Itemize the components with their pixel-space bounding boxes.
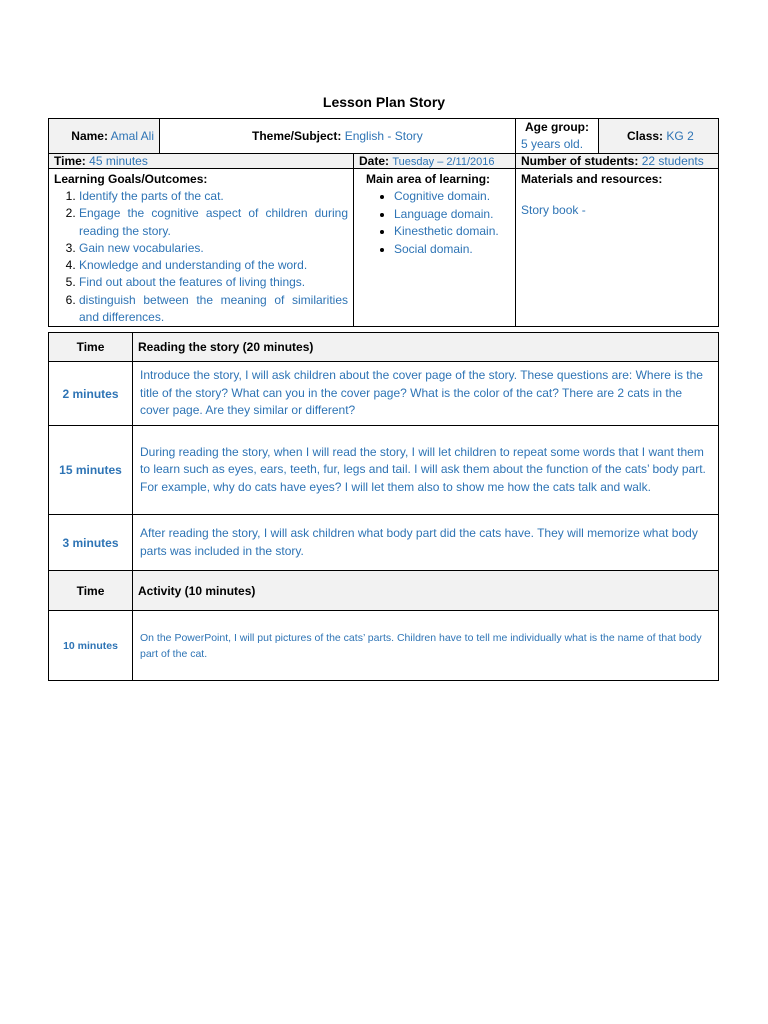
- materials-value: Story book -: [521, 203, 586, 217]
- learning-goals-list: [54, 188, 348, 326]
- goal-item: 1. Identify the parts of the cat.: [79, 188, 348, 205]
- row-time: 2 minutes: [49, 362, 133, 426]
- learning-goals-cell: [49, 169, 354, 327]
- students-value: 22 students: [641, 154, 704, 168]
- learning-goals-label: Learning Goals/Outcomes:: [54, 172, 208, 186]
- row-description: After reading the story, I will ask children what body part did the cats have. They will memorize what body parts was included in the story.: [133, 515, 719, 571]
- name-label: Name:: [71, 129, 108, 143]
- goal-item: 3. Gain new vocabularies.: [79, 240, 348, 257]
- main-area-label: Main area of learning:: [366, 172, 491, 186]
- main-area-list: [366, 188, 510, 258]
- goal-item: 5. Find out about the features of living things.: [79, 274, 348, 291]
- area-item: • Kinesthetic domain.: [394, 223, 510, 241]
- age-group-value: 5 years old.: [521, 137, 584, 151]
- main-area-cell: [354, 169, 516, 327]
- students-cell: [516, 154, 719, 169]
- age-group-label: Age group:: [525, 120, 590, 134]
- theme-value: English - Story: [344, 129, 423, 143]
- materials-label: Materials and resources:: [521, 172, 663, 186]
- row-description: During reading the story, when I will read the story, I will let children to repeat some words that I want them to learn such as eyes, ears, teeth, fur, legs and tail. I will ask them about the function of the cats’ body part. For example, why do cats have eyes? I will let them also to show me how the cats talk and walk.: [133, 426, 719, 515]
- class-cell: [599, 119, 719, 154]
- time-cell: [49, 154, 354, 169]
- students-label: Number of students:: [521, 154, 639, 168]
- date-label: Date:: [359, 154, 390, 168]
- activity-section-title: Activity (10 minutes): [133, 571, 719, 611]
- row-time: 10 minutes: [49, 611, 133, 681]
- goal-item: 6. distinguish between the meaning of similarities and differences.: [79, 292, 348, 327]
- date-value: Tuesday – 2/11/2016: [392, 156, 495, 168]
- name-cell: [49, 119, 160, 154]
- time-value: 45 minutes: [89, 154, 148, 168]
- row-description: On the PowerPoint, I will put pictures of the cats’ parts. Children have to tell me individually what is the name of that body part of the cat.: [133, 611, 719, 681]
- row-description: Introduce the story, I will ask children about the cover page of the story. These questions are: Where is the title of the story? What can you in the cover page? What is the color of the cat? There are 2 cats in the cover page. Are they similar or different?: [133, 362, 719, 426]
- area-item: • Language domain.: [394, 206, 510, 224]
- materials-cell: [516, 169, 719, 327]
- row-time: 15 minutes: [49, 426, 133, 515]
- row-time: 3 minutes: [49, 515, 133, 571]
- class-value: KG 2: [666, 129, 694, 143]
- goal-item: 2. Engage the cognitive aspect of children during reading the story.: [79, 205, 348, 240]
- procedure-table: [48, 332, 719, 681]
- page-title: Lesson Plan Story: [322, 94, 446, 110]
- theme-label: Theme/Subject:: [252, 129, 342, 143]
- time-label: Time:: [54, 154, 86, 168]
- date-cell: [354, 154, 516, 169]
- area-item: • Cognitive domain.: [394, 188, 510, 206]
- name-value: Amal Ali: [110, 129, 154, 143]
- class-label: Class:: [627, 129, 664, 143]
- area-item: • Social domain.: [394, 241, 510, 259]
- lesson-info-table: [48, 118, 719, 327]
- age-group-cell: [516, 119, 599, 154]
- reading-section-title: Reading the story (20 minutes): [133, 333, 719, 362]
- goal-item: 4. Knowledge and understanding of the word.: [79, 257, 348, 274]
- activity-time-header: Time: [49, 571, 133, 611]
- theme-cell: [160, 119, 516, 154]
- reading-time-header: Time: [49, 333, 133, 362]
